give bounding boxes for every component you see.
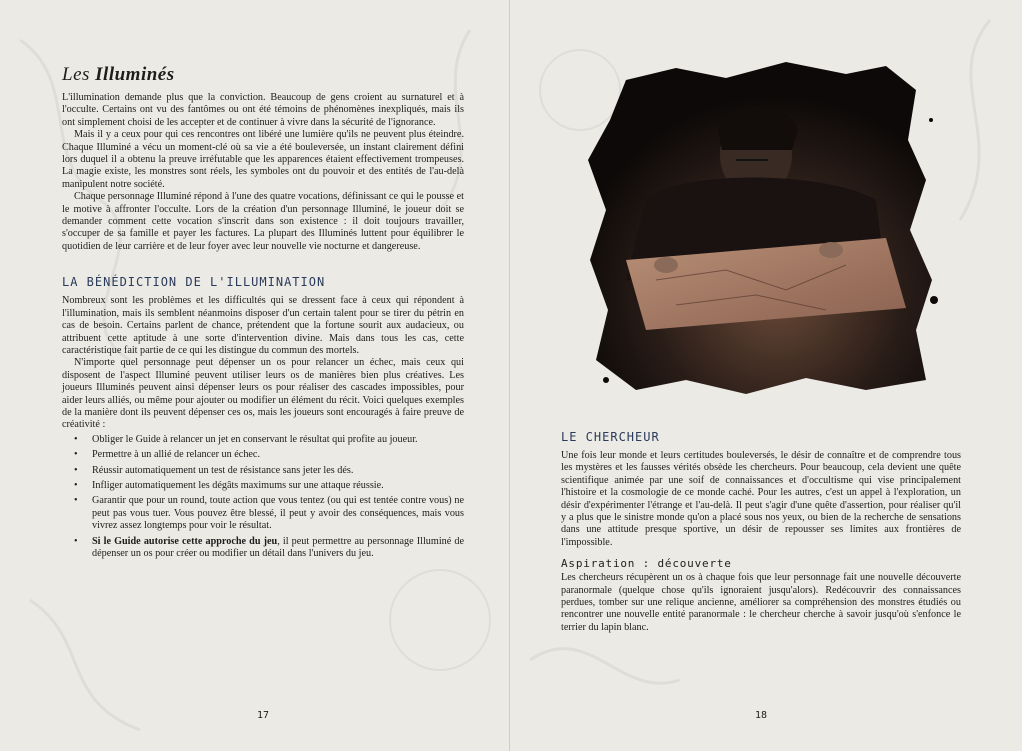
list-item: • Permettre à un allié de relancer un échec. [92,449,464,461]
intro-paragraph-3: Chaque personnage Illuminé répond à l'une des quatre vocations, définissant ce qui le pousse et le motive à affronter l'occulte. Lors de la création d'un personnage Illuminé, le joueur doit se demander comment cette vocation s'inscrit dans son existence : il doit toujours travailler, s'occuper de sa famille et payer les factures. La plupart des Illuminés luttent pour équilibrer le quotidien de leur carrière et de leur foyer avec leur nouvelle vie nocturne et dangereuse. [62,191,464,252]
intro-paragraph-2: Mais il y a ceux pour qui ces rencontres ont libéré une lumière qu'ils ne peuvent plus éteindre. Chaque Illuminé a vécu un moment-clé où sa vie a été bouleversée, un instant clairement défini lors duquel il a obtenu la preuve irréfutable que les apparences étaient effectivement trompeuses. La magie existe, les monstres sont réels, les symboles ont du pouvoir et des entités de l'au-delà manipulent notre société. [62,129,464,190]
list-item: • Garantir que pour un round, toute action que vous tentez (ou qui est tentée contre vous) ne peut pas vous tuer. Vous pouvez être blessé, il peut y avoir des conséquences, mais vous vivrez assez longtemps pour voir le résultat. [92,495,464,532]
page-number-left: 17 [257,710,270,721]
list-item: • Si le Guide autorise cette approche du jeu, il peut permettre au personnage Illuminé de dépenser un os pour créer ou modifier un détail dans l'univers du jeu. [92,536,464,561]
benediction-paragraph-2: N'importe quel personnage peut dépenser un os pour relancer un échec, mais ceux qui disposent de l'aspect Illuminé peuvent utiliser leurs os de manières bien plus créatives. Les joueurs Illuminés peuvent ainsi dépenser leurs os pour réaliser des cascades impossibles, pour aider leurs alliés, ou même pour ajouter ou modifier un élément du récit. Voici quelques exemples de la manière dont ils peuvent dépenser ces os, mais les joueurs sont encouragés à faire preuve de créativité : [62,357,464,431]
list-item: • Réussir automatiquement un test de résistance sans jeter les dés. [92,465,464,477]
bone-uses-list [62,434,464,561]
benediction-paragraph-1: Nombreux sont les problèmes et les difficultés qui se dressent face à ceux qui répondent à l'illumination, mais ils semblent néanmoins disposer d'un certain talent pour se tirer du pétrin en cas de besoin. Certains parlent de chance, prétendent que la fortune sourit aux audacieux, ou attribuent cette aptitude à une sorte d'intervention divine. Mais dans tous les cas, cette caractéristique fait partie de ce qui les distingue du commun des mortels. [62,295,464,356]
chercheur-paragraph: Une fois leur monde et leurs certitudes bouleversés, le désir de connaître et de comprendre tous les mystères et les fausses vérités obsède les chercheurs. Pour beaucoup, cela devient une quête scientifique animée par une soif de connaissances et d'occultisme qui vise principalement l'histoire et la cosmologie de ce monde caché. Pour les autres, c'est un appel à l'exploration, un désir d'expérimenter l'étrange et l'au-delà. Il peut s'agir d'une quête d'assertion, pour réaliser qu'il y a plus que le sinistre monde qu'on a placé sous nos yeux, ou bien de la recherche de sensations dans une attitude presque sportive, un désir de repousser ses limites aux frontières de l'impossible. [561,450,961,548]
section-heading-chercheur: LE CHERCHEUR [561,430,660,444]
left-content [62,64,464,563]
section-heading-benediction: LA BÉNÉDICTION DE L'ILLUMINATION [62,275,326,290]
page-title: Les Illuminés [62,64,175,85]
aspiration-paragraph: Les chercheurs récupèrent un os à chaque fois que leur personnage fait une nouvelle découverte paranormale (quelque chose qu'ils ignoraient jusqu'alors). Redécouvrir des connaissances perdues, tomber sur une relique ancienne, améliorer sa compréhension des monstres étudiés ou rencontrer une nouvelle entité paranormale : le chercheur cherche à savoir jusqu'où s'enfonce le terrier du lapin blanc. [561,572,961,633]
page-number-right: 18 [755,710,768,721]
right-content [561,430,961,634]
intro-paragraph-1: L'illumination demande plus que la conviction. Beaucoup de gens croient au surnaturel et à l'occulte. Certains ont vu des fantômes ou ont été témoins de phénomènes inexpliqués, mais ils ont simplement choisi de les accepter et de continuer à vivre dans la sécurité de l'ignorance. [62,92,464,128]
list-item: • Infliger automatiquement les dégâts maximums sur une attaque réussie. [92,480,464,492]
list-item: • Obliger le Guide à relancer un jet en conservant le résultat qui profite au joueur. [92,434,464,446]
illustration-researcher-with-map [586,60,942,396]
aspiration-heading: Aspiration : découverte [561,557,732,571]
page-left [0,0,510,751]
